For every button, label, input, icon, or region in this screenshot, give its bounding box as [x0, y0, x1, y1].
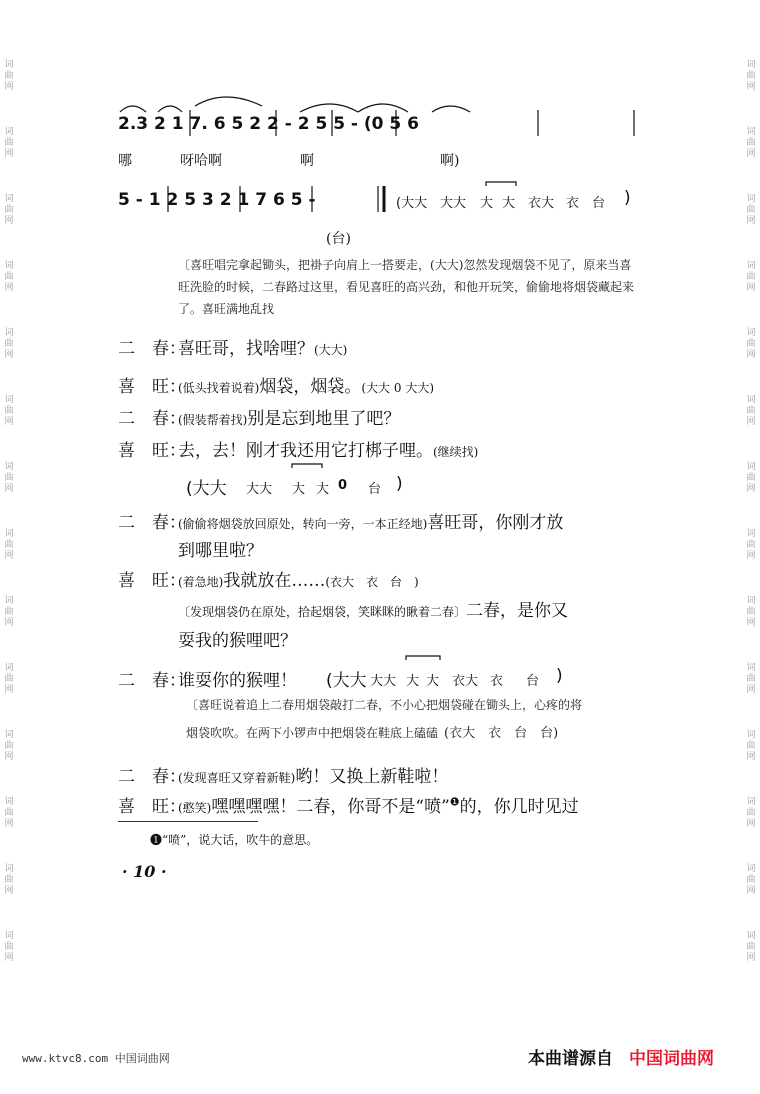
- line7-perc-1: 大大: [370, 674, 397, 689]
- watermark-glyph: 曲: [4, 339, 14, 349]
- watermark-glyph: 曲: [746, 71, 756, 81]
- watermark-glyph: 网: [4, 82, 14, 92]
- watermark-glyph: 曲: [4, 71, 14, 81]
- watermark-glyph: 网: [746, 886, 756, 896]
- watermark-glyph: 网: [746, 551, 756, 561]
- score-row2-perc-7: 台: [592, 196, 606, 211]
- watermark-glyph: 网: [746, 149, 756, 159]
- watermark-glyph: 曲: [4, 473, 14, 483]
- watermark-glyph: 曲: [746, 473, 756, 483]
- watermark-glyph: 曲: [746, 741, 756, 751]
- watermark-glyph: 网: [746, 484, 756, 494]
- speaker: 喜 旺：: [118, 797, 186, 817]
- watermark-glyph: 词: [4, 529, 14, 539]
- roll-bracket-2: [292, 464, 322, 468]
- line-text-2: 的，你几时见过: [459, 797, 579, 817]
- watermark-glyph: 词: [746, 864, 756, 874]
- slur-1: [120, 106, 146, 112]
- slur-4: [358, 104, 408, 112]
- watermark-glyph: 网: [4, 752, 14, 762]
- footnote-marker: ❶: [449, 795, 460, 809]
- score-row2-perc-1: (大大: [396, 196, 428, 211]
- watermark-glyph: 词: [746, 931, 756, 941]
- watermark-glyph: 曲: [4, 406, 14, 416]
- speaker: 二 春：: [118, 409, 186, 429]
- stage-direction-2-perc: (衣大 衣 台 台): [444, 726, 559, 741]
- watermark-glyph: 网: [4, 283, 14, 293]
- line-text: 喜旺哥，你刚才放: [427, 513, 564, 533]
- watermark-glyph: 曲: [4, 741, 14, 751]
- watermark-glyph: 网: [4, 886, 14, 896]
- watermark-glyph: 词: [4, 864, 14, 874]
- watermark-glyph: 词: [4, 596, 14, 606]
- line-direction: (着急地): [178, 575, 224, 589]
- watermark-glyph: 曲: [746, 540, 756, 550]
- perc-line-1-2: 大: [292, 482, 306, 497]
- perc-line-1-1: 大大: [246, 482, 273, 497]
- score-row1-lyric-3: 啊: [300, 153, 314, 169]
- dialogue-line-5-cont: 到哪里啦？: [178, 541, 263, 561]
- watermark-glyph: 网: [746, 953, 756, 963]
- watermark-glyph: 词: [746, 663, 756, 673]
- watermark-glyph: 曲: [746, 674, 756, 684]
- slur-5: [432, 106, 470, 112]
- speaker: 喜 旺：: [118, 377, 186, 397]
- line-direction: (偷偷将烟袋放回原处，转向一旁，一本正经地): [178, 517, 428, 531]
- perc-line-1-5: 台: [368, 482, 382, 497]
- watermark-glyph: 曲: [4, 540, 14, 550]
- watermark-glyph: 词: [746, 395, 756, 405]
- watermark-glyph: 网: [4, 417, 14, 427]
- line7-perc-4: 衣大: [452, 674, 479, 689]
- score-row1-notes: 2.3 2 1 7. 6 5 2 2 - 2 5 5 - (0 5 6: [118, 114, 420, 134]
- footer-source-label: 本曲谱源自: [528, 1049, 613, 1069]
- tie-1: [195, 97, 262, 106]
- score-row1-lyric-2: 呀哈啊: [180, 153, 222, 169]
- watermark-glyph: 网: [746, 216, 756, 226]
- watermark-glyph: 网: [746, 82, 756, 92]
- watermark-glyph: 曲: [746, 406, 756, 416]
- speaker: 二 春：: [118, 339, 186, 359]
- speaker: 二 春：: [118, 671, 186, 691]
- line-text: 嘿嘿嘿嘿！二春，你哥不是“喷”: [211, 797, 450, 817]
- watermark-glyph: 词: [746, 328, 756, 338]
- line-perc: (衣大 衣 台 ): [325, 575, 419, 589]
- roll-bracket-1: [486, 182, 516, 186]
- watermark-glyph: 曲: [4, 875, 14, 885]
- watermark-glyph: 曲: [746, 875, 756, 885]
- perc-line-1-0: (大大: [186, 479, 227, 499]
- line-text: 二春，是你又: [466, 601, 569, 621]
- line-direction: 〔发现烟袋仍在原处，拾起烟袋，笑眯眯的瞅着二春〕: [178, 605, 467, 619]
- roll-bracket-3: [406, 656, 440, 660]
- line-text: 去，去！刚才我还用它打梆子哩。: [178, 441, 433, 461]
- perc-line-1-4: 0: [338, 478, 348, 493]
- stage-direction-1-text-b: 忽然发现烟袋不见了，原来当喜旺洗脸的时候，二春路过这里，看见喜旺的高兴劲，和他开玩笑，偷偷地将烟袋藏起来了。喜旺满地乱找: [178, 258, 635, 316]
- watermark-glyph: 词: [4, 462, 14, 472]
- watermark-glyph: 网: [746, 819, 756, 829]
- watermark-glyph: 曲: [746, 607, 756, 617]
- watermark-glyph: 词: [746, 261, 756, 271]
- watermark-glyph: 词: [4, 127, 14, 137]
- watermark-glyph: 网: [4, 685, 14, 695]
- line-perc: (大大): [314, 343, 348, 357]
- slur-2: [158, 106, 182, 112]
- watermark-glyph: 网: [4, 216, 14, 226]
- score-row2-perc-2: 大大: [440, 196, 467, 211]
- line-direction: (发现喜旺又穿着新鞋): [178, 771, 296, 785]
- watermark-glyph: 词: [4, 60, 14, 70]
- watermark-glyph: 曲: [746, 942, 756, 952]
- line-direction: (低头找着说着): [178, 381, 260, 395]
- perc-line-1-6: ): [396, 474, 403, 494]
- watermark-glyph: 曲: [4, 138, 14, 148]
- score-row2-perc-6: 衣: [566, 196, 580, 211]
- line-text: 喜旺哥，找啥哩？: [178, 339, 314, 359]
- watermark-glyph: 曲: [746, 138, 756, 148]
- score-row2-lyric: (台): [326, 231, 351, 247]
- speaker: 喜 旺：: [118, 571, 186, 591]
- stage-direction-1-perc: (大大): [430, 258, 464, 272]
- line-text: 谁耍你的猴哩！: [178, 671, 297, 691]
- watermark-glyph: 网: [4, 819, 14, 829]
- line7-perc-3: 大: [426, 674, 440, 689]
- score-row1-lyric-1: 哪: [118, 153, 132, 169]
- stage-direction-2-a: 〔喜旺说着追上二春用烟袋敲打二春，不小心把烟袋碰在锄头上，心疼的将: [186, 698, 583, 712]
- speaker: 二 春：: [118, 513, 186, 533]
- watermark-glyph: 曲: [4, 272, 14, 282]
- watermark-glyph: 词: [746, 462, 756, 472]
- line7-perc-6: 台: [526, 674, 540, 689]
- watermark-glyph: 词: [746, 596, 756, 606]
- watermark-glyph: 网: [4, 551, 14, 561]
- watermark-glyph: 网: [4, 484, 14, 494]
- watermark-glyph: 词: [4, 194, 14, 204]
- watermark-glyph: 曲: [4, 205, 14, 215]
- watermark-glyph: 网: [746, 283, 756, 293]
- line-perc: (大大 0 大大): [361, 381, 435, 395]
- watermark-glyph: 词: [4, 931, 14, 941]
- line7-perc-2: 大: [406, 674, 420, 689]
- footer-site: www.ktvc8.com 中国词曲网: [22, 1052, 170, 1065]
- watermark-glyph: 词: [746, 194, 756, 204]
- score-row2-perc-8: ): [624, 188, 631, 208]
- watermark-glyph: 词: [746, 127, 756, 137]
- watermark-glyph: 词: [4, 261, 14, 271]
- score-row2-perc-4: 大: [502, 196, 516, 211]
- watermark-glyph: 词: [746, 529, 756, 539]
- dialogue-line-6b-cont: 耍我的猴哩吧？: [178, 631, 297, 651]
- watermark-glyph: 网: [4, 350, 14, 360]
- line-perc: (继续找): [433, 445, 479, 459]
- stage-direction-2-text: 烟袋吹吹。在两下小锣声中把烟袋在鞋底上磕磕: [186, 726, 439, 740]
- footnote: ❶“喷”，说大话，吹牛的意思。: [150, 833, 319, 847]
- watermark-glyph: 词: [4, 730, 14, 740]
- watermark-glyph: 网: [746, 417, 756, 427]
- watermark-glyph: 词: [746, 60, 756, 70]
- watermark-glyph: 网: [746, 752, 756, 762]
- watermark-glyph: 词: [4, 797, 14, 807]
- line7-perc-0: (大大: [326, 671, 367, 691]
- score-row2-perc-5: 衣大: [528, 196, 555, 211]
- watermark-glyph: 网: [746, 685, 756, 695]
- speaker: 二 春：: [118, 767, 186, 787]
- perc-line-1-3: 大: [316, 482, 330, 497]
- line-direction: (憨笑): [178, 801, 212, 815]
- watermark-glyph: 曲: [4, 808, 14, 818]
- watermark-glyph: 曲: [4, 942, 14, 952]
- score-row2-perc-3: 大: [480, 196, 494, 211]
- watermark-glyph: 词: [4, 663, 14, 673]
- score-row1-lyric-4: 啊): [440, 153, 460, 169]
- watermark-glyph: 曲: [4, 674, 14, 684]
- score-row2-notes: 5 - 1 2 5 3 2 1 7 6 5 -: [118, 190, 316, 210]
- footer-brand: 中国词曲网: [629, 1049, 714, 1069]
- watermark-glyph: 曲: [746, 339, 756, 349]
- watermark-glyph: 词: [746, 730, 756, 740]
- page-number: · 10 ·: [122, 862, 167, 881]
- watermark-glyph: 曲: [746, 272, 756, 282]
- watermark-glyph: 网: [4, 618, 14, 628]
- line7-perc-7: ): [556, 666, 563, 686]
- line-text: 我就放在……: [223, 571, 326, 591]
- slur-3: [300, 104, 358, 112]
- line-direction: (假装帮着找): [178, 413, 248, 427]
- line-text: 烟袋，烟袋。: [259, 377, 362, 397]
- line7-perc-5: 衣: [490, 674, 504, 689]
- watermark-glyph: 网: [4, 149, 14, 159]
- line-text: 别是忘到地里了吧？: [247, 409, 401, 429]
- watermark-glyph: 网: [4, 953, 14, 963]
- line-text: 哟！又换上新鞋啦！: [295, 767, 449, 787]
- watermark-glyph: 词: [4, 328, 14, 338]
- speaker: 喜 旺：: [118, 441, 186, 461]
- watermark-glyph: 词: [4, 395, 14, 405]
- watermark-glyph: 词: [746, 797, 756, 807]
- watermark-glyph: 曲: [4, 607, 14, 617]
- watermark-glyph: 网: [746, 350, 756, 360]
- watermark-glyph: 曲: [746, 808, 756, 818]
- watermark-glyph: 网: [746, 618, 756, 628]
- stage-direction-1-text-a: 〔喜旺唱完拿起锄头，把褂子向肩上一搭要走，: [178, 258, 431, 272]
- watermark-glyph: 曲: [746, 205, 756, 215]
